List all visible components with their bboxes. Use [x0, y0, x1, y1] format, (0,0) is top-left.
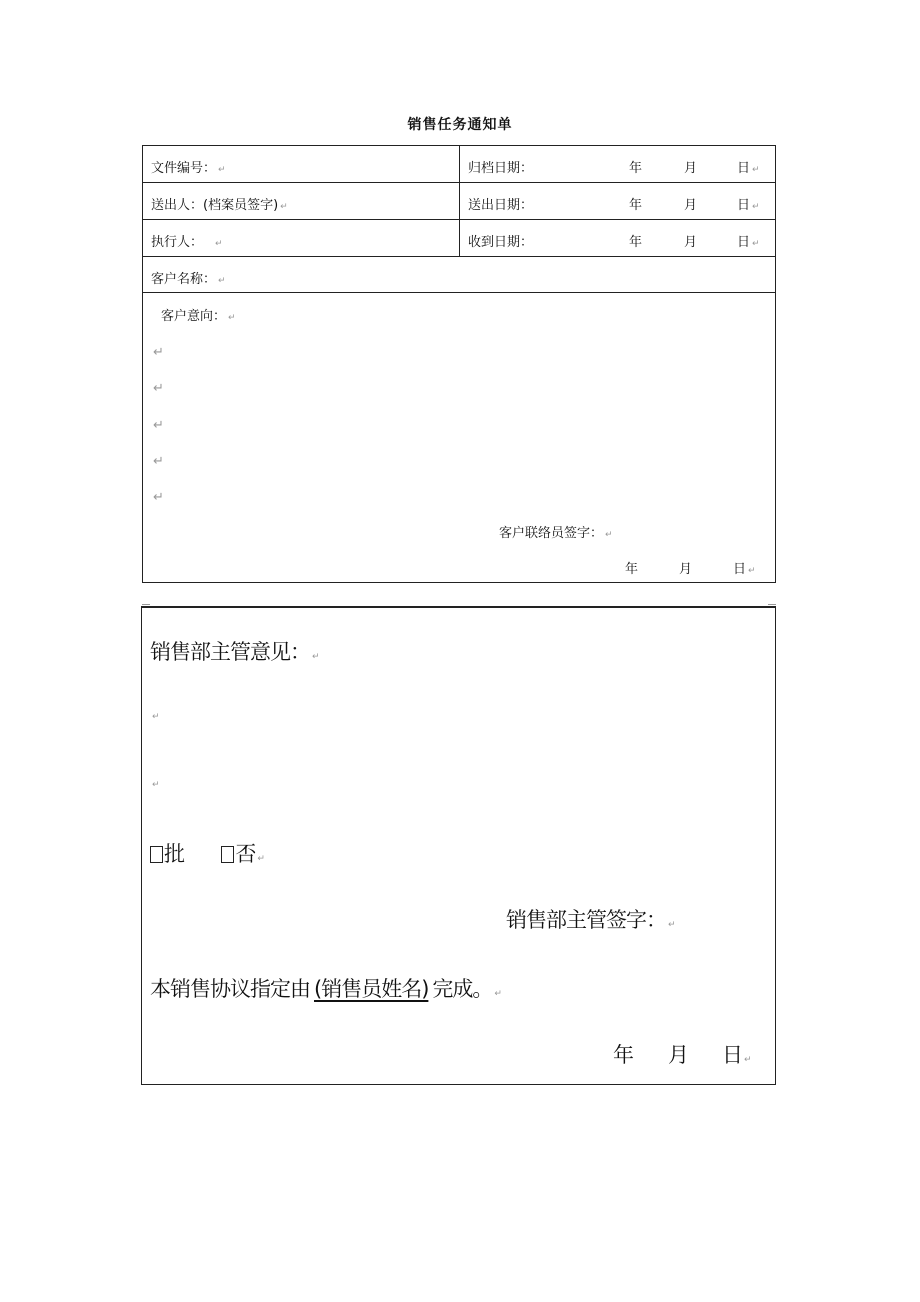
corner-mark — [142, 604, 150, 605]
paragraph-mark: ↵ — [668, 920, 675, 930]
executor-label: 执行人： — [151, 235, 204, 250]
approve-checkbox[interactable] — [150, 842, 184, 866]
send-date-label: 送出日期： — [468, 198, 534, 213]
paragraph-mark: ↵ — [748, 566, 756, 576]
paragraph-mark: ↵ — [752, 239, 760, 249]
row-divider — [143, 256, 775, 257]
checkbox-square-icon — [221, 846, 234, 863]
assignment-sentence — [150, 973, 501, 1003]
customer-name-label: 客户名称： — [151, 272, 217, 287]
file-number-field[interactable] — [151, 157, 226, 176]
paragraph-mark: ↵ — [218, 276, 226, 286]
manager-opinion-label: 销售部主管意见： — [150, 640, 310, 664]
manager-signature-field[interactable] — [506, 904, 675, 934]
receive-date-month[interactable]: 月 — [684, 235, 698, 250]
reject-checkbox[interactable] — [221, 842, 255, 866]
approval-date-year[interactable]: 年 — [613, 1043, 633, 1067]
paragraph-mark: ↵ — [228, 313, 236, 323]
paragraph-mark: ↵ — [218, 165, 226, 175]
customer-name-field[interactable] — [151, 268, 226, 287]
paragraph-mark: ↵ — [215, 239, 223, 249]
archive-date-year[interactable]: 年 — [629, 161, 643, 176]
paragraph-mark: ↵ — [152, 712, 160, 722]
info-table — [142, 145, 776, 583]
send-date-month[interactable]: 月 — [684, 198, 698, 213]
liaison-date-year[interactable]: 年 — [625, 562, 639, 577]
day-label: 日 — [733, 562, 747, 577]
paragraph-mark: ↵ — [312, 652, 319, 662]
paragraph-mark: ↵ — [494, 989, 501, 999]
customer-intent-label: 客户意向： — [161, 309, 227, 324]
send-date-day[interactable] — [737, 194, 760, 213]
paragraph-mark: ↵ — [752, 202, 760, 212]
archive-date-label: 归档日期： — [468, 161, 534, 176]
page-title: 销售任务通知单 — [407, 117, 513, 133]
paragraph-mark: ↵ — [153, 454, 164, 469]
paragraph-mark: ↵ — [153, 381, 164, 396]
row-divider — [143, 292, 775, 293]
approve-label: 批 — [164, 842, 184, 866]
liaison-date-month[interactable]: 月 — [679, 562, 693, 577]
liaison-date-day[interactable] — [733, 558, 756, 577]
customer-intent-field[interactable] — [161, 305, 236, 324]
archive-date-month[interactable]: 月 — [684, 161, 698, 176]
manager-approval-box — [141, 606, 776, 1085]
salesperson-name-field[interactable]: (销售员姓名) — [314, 977, 429, 1001]
assign-suffix: 完成。 — [432, 977, 493, 1001]
paragraph-mark: ↵ — [605, 530, 613, 540]
executor-field[interactable] — [151, 231, 223, 250]
manager-sign-label: 销售部主管签字： — [506, 908, 666, 932]
liaison-signature-field[interactable] — [499, 522, 613, 541]
receive-date-label: 收到日期： — [468, 235, 534, 250]
paragraph-mark: ↵ — [153, 418, 164, 433]
column-divider — [459, 146, 460, 256]
assign-prefix: 本销售协议指定由 — [150, 977, 310, 1001]
paragraph-mark: ↵ — [257, 854, 264, 864]
checkbox-square-icon — [150, 846, 163, 863]
approval-options — [150, 838, 264, 868]
paragraph-mark: ↵ — [153, 490, 164, 505]
paragraph-mark: ↵ — [152, 780, 160, 790]
paragraph-mark: ↵ — [744, 1055, 751, 1065]
day-label: 日 — [737, 198, 751, 213]
liaison-sign-label: 客户联络员签字： — [499, 526, 604, 541]
paragraph-mark: ↵ — [153, 345, 164, 360]
receive-date-year[interactable]: 年 — [629, 235, 643, 250]
paragraph-mark: ↵ — [752, 165, 760, 175]
day-label: 日 — [737, 161, 751, 176]
paragraph-mark: ↵ — [280, 202, 288, 212]
approval-date-day[interactable] — [722, 1039, 751, 1069]
receive-date-day[interactable] — [737, 231, 760, 250]
sender-label: 送出人：(档案员签字) — [151, 198, 279, 213]
corner-mark — [768, 604, 776, 605]
file-number-label: 文件编号： — [151, 161, 217, 176]
approval-date-month[interactable]: 月 — [668, 1043, 688, 1067]
reject-label: 否 — [235, 842, 256, 866]
send-date-year[interactable]: 年 — [629, 198, 643, 213]
day-label: 日 — [737, 235, 751, 250]
sender-field[interactable] — [151, 194, 288, 213]
archive-date-day[interactable] — [737, 157, 760, 176]
manager-opinion-field[interactable] — [150, 636, 319, 666]
day-label: 日 — [722, 1043, 742, 1067]
